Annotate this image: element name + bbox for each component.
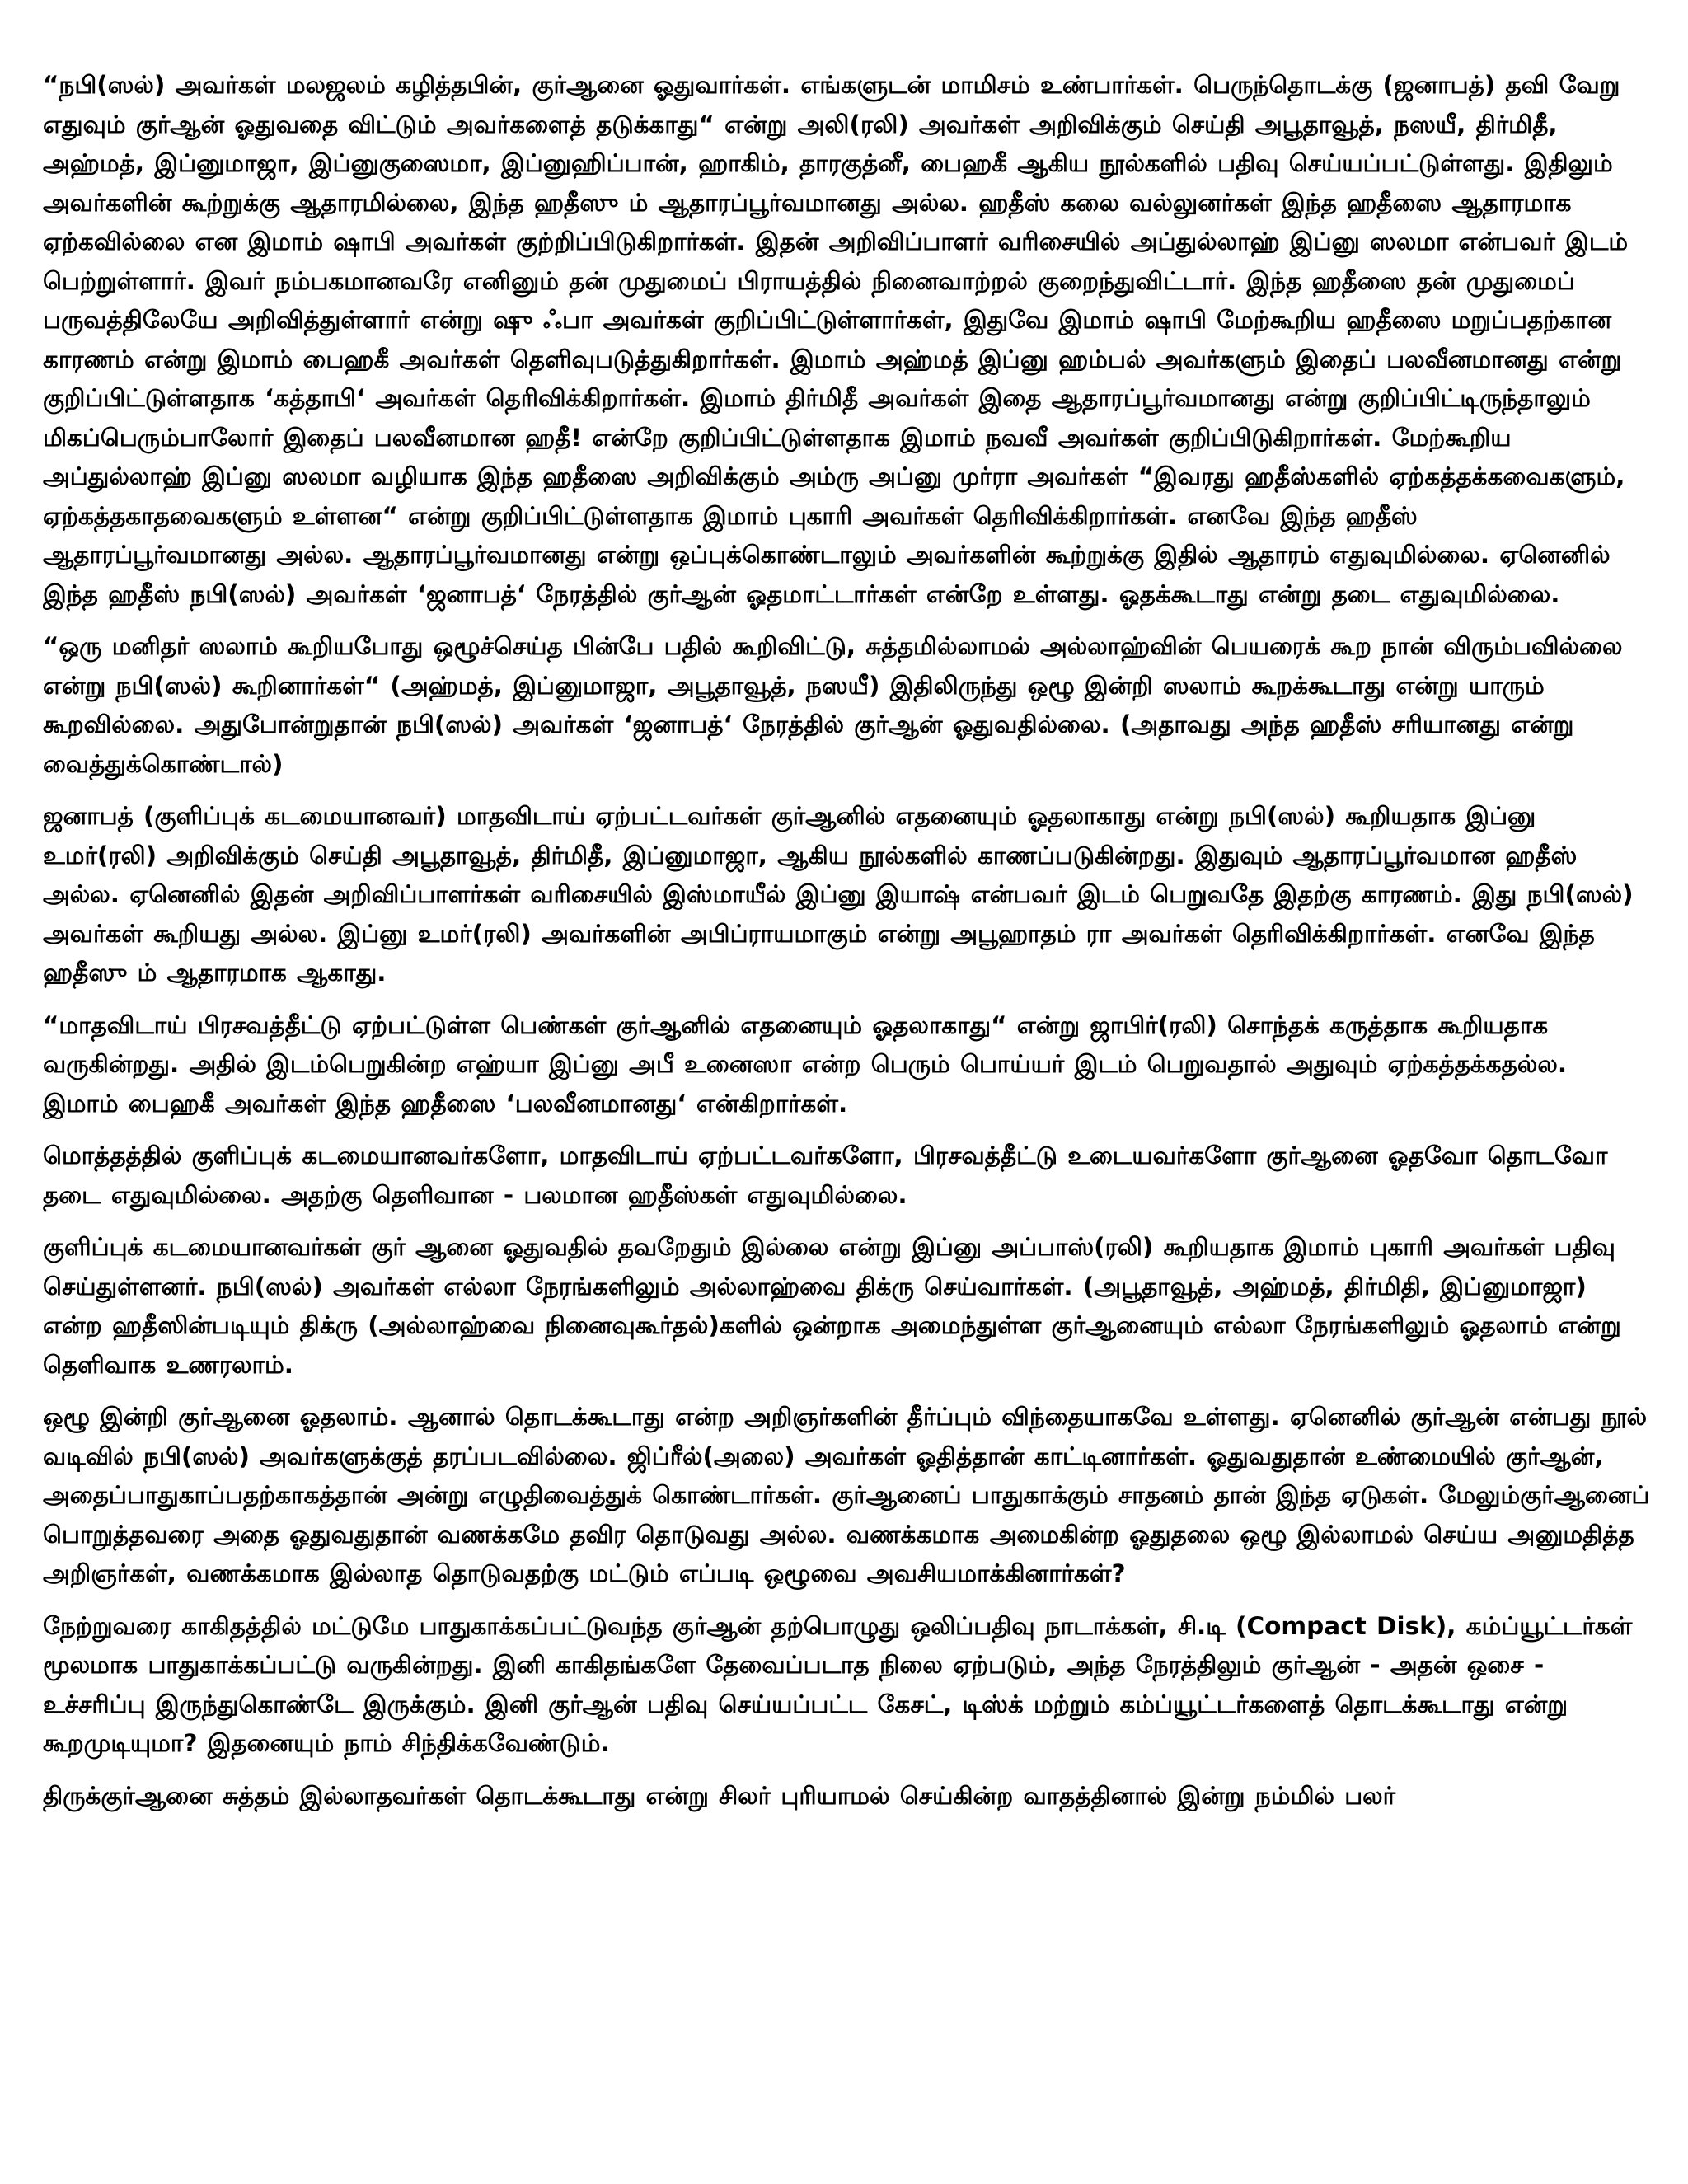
paragraph-4: “மாதவிடாய் பிரசவத்தீட்டு ஏற்பட்டுள்ள பெண்கள் குர்ஆனில் எதனையும் ஓதலாகாது“ என்று ஜாபிர்(ரலி) சொந்தக் கருத்தாக கூறியதாக வருகின்றது. அதில் இடம்பெறுகின்ற எஹ்யா இப்னு அபீ உனைஸா என்ற பெரும் பொய்யர் இடம் பெறுவதால் அதுவும் ஏற்கத்தக்கதல்ல. இமாம் பைஹகீ அவர்கள் இந்த ஹதீஸை ‘பலவீனமானது‘ என்கிறார்கள்.: [43, 1010, 1568, 1118]
document-page: [43, 66, 1650, 2159]
paragraph-9: திருக்குர்ஆனை சுத்தம் இல்லாதவர்கள் தொடக்கூடாது என்று சிலர் புரியாமல் செய்கின்ற வாதத்தினால் இன்று நம்மில் பலர்: [43, 1781, 1396, 1810]
paragraph-1: “நபி(ஸல்) அவர்கள் மலஜலம் கழித்தபின், குர்ஆனை ஓதுவார்கள். எங்களுடன் மாமிசம் உண்பார்கள். பெருந்தொடக்கு (ஜனாபத்) தவி வேறு எதுவும் குர்ஆன் ஓதுவதை விட்டும் அவர்களைத் தடுக்காது“ என்று அலி(ரலி) அவர்கள் அறிவிக்கும் செய்தி அபூதாவூத், நஸயீ, திர்மிதீ, அஹ்மத், இப்னுமாஜா, இப்னுகுஸைமா, இப்னுஹிப்பான், ஹாகிம், தாரகுத்னீ, பைஹகீ ஆகிய நூல்களில் பதிவு செய்யப்பட்டுள்ளது. இதிலும் அவர்களின் கூற்றுக்கு ஆதாரமில்லை, இந்த ஹதீஸு ம் ஆதாரப்பூர்வமானது அல்ல. ஹதீஸ் கலை வல்லுனர்கள் இந்த ஹதீஸை ஆதாரமாக ஏற்கவில்லை என இமாம் ஷாபி அவர்கள் குற்றிப்பிடுகிறார்கள். இதன் அறிவிப்பாளர் வரிசையில் அப்துல்லாஹ் இப்னு ஸலமா என்பவர் இடம் பெற்றுள்ளார். இவர் நம்பகமானவரே எனினும் தன் முதுமைப் பிராயத்தில் நினைவாற்றல் குறைந்துவிட்டார். இந்த ஹதீஸை தன் முதுமைப் பருவத்திலேயே அறிவித்துள்ளார் என்று ஷு ஃபா அவர்கள் குறிப்பிட்டுள்ளார்கள், இதுவே இமாம் ஷாபி மேற்கூறிய ஹதீஸை மறுப்பதற்கான காரணம் என்று இமாம் பைஹகீ அவர்கள் தெளிவுபடுத்துகிறார்கள். இமாம் அஹ்மத் இப்னு ஹம்பல் அவர்களும் இதைப் பலவீனமானது என்று குறிப்பிட்டுள்ளதாக ‘கத்தாபி‘ அவர்கள் தெரிவிக்கிறார்கள். இமாம் திர்மிதீ அவர்கள் இதை ஆதாரப்பூர்வமானது என்று குறிப்பிட்டிருந்தாலும் மிகப்பெரும்பாலோர் இதைப் பலவீனமான ஹதீ! என்றே குறிப்பிட்டுள்ளதாக இமாம் நவவீ அவர்கள் குறிப்பிடுகிறார்கள். மேற்கூறிய அப்துல்லாஹ் இப்னு ஸலமா வழியாக இந்த ஹதீஸை அறிவிக்கும் அம்ரு அப்னு முர்ரா அவர்கள் “இவரது ஹதீஸ்களில் ஏற்கத்தக்கவைகளும், ஏற்கத்தகாதவைகளும் உள்ளன“ என்று குறிப்பிட்டுள்ளதாக இமாம் புகாரி அவர்கள் தெரிவிக்கிறார்கள். எனவே இந்த ஹதீஸ் ஆதாரப்பூர்வமானது அல்ல. ஆதாரப்பூர்வமானது என்று ஒப்புக்கொண்டாலும் அவர்களின் கூற்றுக்கு இதில் ஆதாரம் எதுவுமில்லை. ஏனெனில் இந்த ஹதீஸ் நபி(ஸல்) அவர்கள் ‘ஜனாபத்‘ நேரத்தில் குர்ஆன் ஓதமாட்டார்கள் என்றே உள்ளது. ஓதக்கூடாது என்று தடை எதுவுமில்லை.: [43, 71, 1629, 608]
paragraph-7: ஒழூ இன்றி குர்ஆனை ஓதலாம். ஆனால் தொடக்கூடாது என்ற அறிஞர்களின் தீர்ப்பும் விந்தையாகவே உள்ளது. ஏனெனில் குர்ஆன் என்பது நூல் வடிவில் நபி(ஸல்) அவர்களுக்குத் தரப்படவில்லை. ஜிப்ரீல்(அலை) அவர்கள் ஓதித்தான் காட்டினார்கள். ஓதுவதுதான் உண்மையில் குர்ஆன், அதைப்பாதுகாப்பதற்காகத்தான் அன்று எழுதிவைத்துக் கொண்டார்கள். குர்ஆனைப் பாதுகாக்கும் சாதனம் தான் இந்த ஏடுகள். மேலும்குர்ஆனைப் பொறுத்தவரை அதை ஓதுவதுதான் வணக்கமே தவிர தொடுவது அல்ல. வணக்கமாக அமைகின்ற ஓதுதலை ஒழூ இல்லாமல் செய்ய அனுமதித்த அறிஞர்கள், வணக்கமாக இல்லாத தொடுவதற்கு மட்டும் எப்படி ஒழூவை அவசியமாக்கினார்கள்?: [43, 1403, 1650, 1587]
paragraph-2: “ஒரு மனிதர் ஸலாம் கூறியபோது ஒழூச்செய்த பின்பே பதில் கூறிவிட்டு, சுத்தமில்லாமல் அல்லாஹ்வின் பெயரைக் கூற நான் விரும்பவில்லை என்று நபி(ஸல்) கூறினார்கள்“ (அஹ்மத், இப்னுமாஜா, அபூதாவூத், நஸயீ) இதிலிருந்து ஒழூ இன்றி ஸலாம் கூறக்கூடாது என்று யாரும் கூறவில்லை. அதுபோன்றுதான் நபி(ஸல்) அவர்கள் ‘ஜனாபத்‘ நேரத்தில் குர்ஆன் ஓதுவதில்லை. (அதாவது அந்த ஹதீஸ் சரியானது என்று வைத்துக்கொண்டால்): [43, 632, 1623, 778]
paragraph-8: நேற்றுவரை காகிதத்தில் மட்டுமே பாதுகாக்கப்பட்டுவந்த குர்ஆன் தற்பொழுது ஒலிப்பதிவு நாடாக்கள், சி.டி (Compact Disk), கம்ப்யூட்டர்கள் மூலமாக பாதுகாக்கப்பட்டு வருகின்றது. இனி காகிதங்களே தேவைப்படாத நிலை ஏற்படும், அந்த நேரத்திலும் குர்ஆன் - அதன் ஒசை - உச்சரிப்பு இருந்துகொண்டே இருக்கும். இனி குர்ஆன் பதிவு செய்யப்பட்ட கேசட், டிஸ்க் மற்றும் கம்ப்யூட்டர்களைத் தொடக்கூடாது என்று கூறமுடியுமா? இதனையும் நாம் சிந்திக்கவேண்டும்.: [43, 1611, 1633, 1757]
paragraph-6: குளிப்புக் கடமையானவர்கள் குர் ஆனை ஓதுவதில் தவறேதும் இல்லை என்று இப்னு அப்பாஸ்(ரலி) கூறியதாக இமாம் புகாரி அவர்கள் பதிவு செய்துள்ளனர். நபி(ஸல்) அவர்கள் எல்லா நேரங்களிலும் அல்லாஹ்வை திக்ரு செய்வார்கள். (அபூதாவூத், அஹ்மத், திர்மிதி, இப்னுமாஜா) என்ற ஹதீஸின்படியும் திக்ரு (அல்லாஹ்வை நினைவுகூர்தல்)களில் ஒன்றாக அமைந்துள்ள குர்ஆனையும் எல்லா நேரங்களிலும் ஓதலாம் என்று தெளிவாக உணரலாம்.: [43, 1233, 1621, 1379]
paragraph-3: ஜனாபத் (குளிப்புக் கடமையானவர்) மாதவிடாய் ஏற்பட்டவர்கள் குர்ஆனில் எதனையும் ஓதலாகாது என்று நபி(ஸல்) கூறியதாக இப்னு உமர்(ரலி) அறிவிக்கும் செய்தி அபூதாவூத், திர்மிதீ, இப்னுமாஜா, ஆகிய நூல்களில் காணப்படுகின்றது. இதுவும் ஆதாரப்பூர்வமான ஹதீஸ் அல்ல. ஏனெனில் இதன் அறிவிப்பாளர்கள் வரிசையில் இஸ்மாயீல் இப்னு இயாஷ் என்பவர் இடம் பெறுவதே இதற்கு காரணம். இது நபி(ஸல்) அவர்கள் கூறியது அல்ல. இப்னு உமர்(ரலி) அவர்களின் அபிப்ராயமாகும் என்று அபூஹாதம் ரா அவர்கள் தெரிவிக்கிறார்கள். எனவே இந்த ஹதீஸு ம் ஆதாரமாக ஆகாது.: [43, 802, 1634, 987]
paragraph-5: மொத்தத்தில் குளிப்புக் கடமையானவர்களோ, மாதவிடாய் ஏற்பட்டவர்களோ, பிரசவத்தீட்டு உடையவர்களோ குர்ஆனை ஓதவோ தொடவோ தடை எதுவுமில்லை. அதற்கு தெளிவான - பலமான ஹதீஸ்கள் எதுவுமில்லை.: [43, 1141, 1608, 1209]
